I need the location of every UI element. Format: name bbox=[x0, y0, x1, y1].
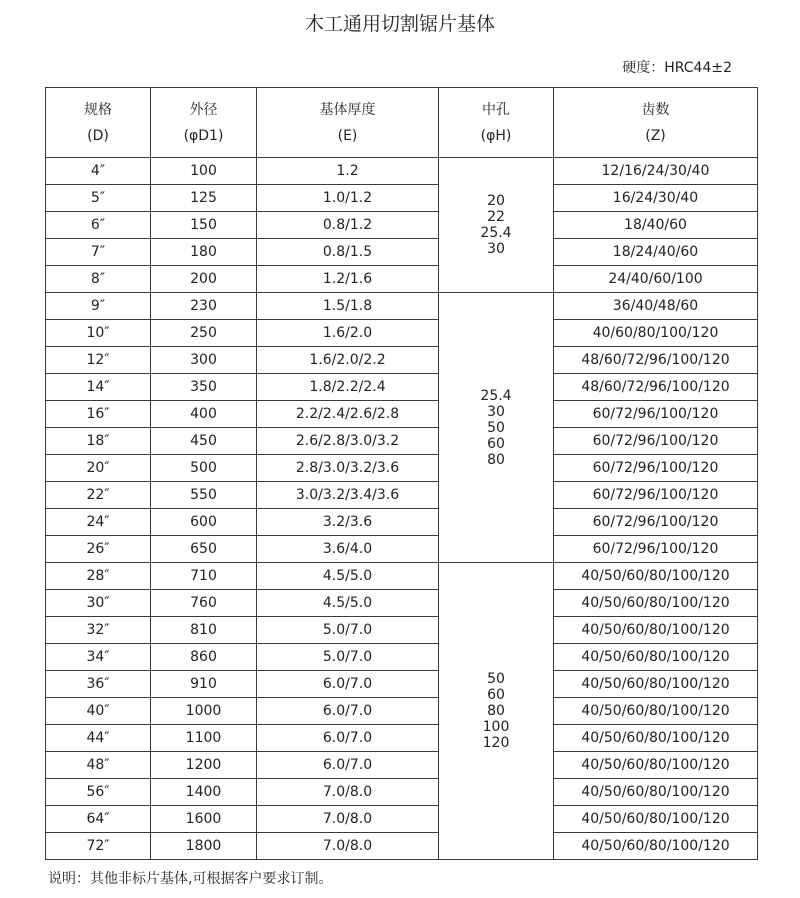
cell-thickness: 3.6/4.0 bbox=[257, 536, 439, 563]
header-size-label: 规格 bbox=[84, 101, 112, 118]
center-hole-value: 50 bbox=[487, 671, 505, 687]
header-thickness-label: 基体厚度 bbox=[319, 101, 376, 118]
cell-size: 10″ bbox=[46, 320, 151, 347]
cell-teeth: 40/50/60/80/100/120 bbox=[554, 617, 758, 644]
cell-outer-diameter: 810 bbox=[151, 617, 257, 644]
cell-teeth: 48/60/72/96/100/120 bbox=[554, 347, 758, 374]
cell-size: 40″ bbox=[46, 698, 151, 725]
cell-teeth: 40/50/60/80/100/120 bbox=[554, 671, 758, 698]
cell-size: 28″ bbox=[46, 563, 151, 590]
cell-outer-diameter: 550 bbox=[151, 482, 257, 509]
table-row bbox=[46, 617, 758, 644]
cell-thickness: 7.0/8.0 bbox=[257, 806, 439, 833]
table-row bbox=[46, 347, 758, 374]
cell-thickness: 2.2/2.4/2.6/2.8 bbox=[257, 401, 439, 428]
cell-outer-diameter: 450 bbox=[151, 428, 257, 455]
table-body bbox=[46, 158, 758, 860]
table-row bbox=[46, 185, 758, 212]
table-row bbox=[46, 833, 758, 860]
center-hole-value: 25.4 bbox=[480, 225, 512, 241]
cell-outer-diameter: 1400 bbox=[151, 779, 257, 806]
cell-teeth: 40/50/60/80/100/120 bbox=[554, 779, 758, 806]
header-outer-diameter-label: 外径 bbox=[189, 101, 218, 118]
table-row bbox=[46, 266, 758, 293]
cell-thickness: 1.0/1.2 bbox=[257, 185, 439, 212]
cell-outer-diameter: 600 bbox=[151, 509, 257, 536]
hardness-spec: 硬度：HRC44±2 bbox=[622, 60, 732, 76]
cell-outer-diameter: 1600 bbox=[151, 806, 257, 833]
center-hole-value: 25.4 bbox=[480, 387, 512, 404]
table-row bbox=[46, 806, 758, 833]
cell-thickness: 3.0/3.2/3.4/3.6 bbox=[257, 482, 439, 509]
table-row bbox=[46, 428, 758, 455]
table-row bbox=[46, 212, 758, 239]
cell-outer-diameter: 760 bbox=[151, 590, 257, 617]
table-row bbox=[46, 752, 758, 779]
page-title: 木工通用切割锯片基体 bbox=[304, 13, 495, 35]
table-row bbox=[46, 698, 758, 725]
cell-thickness: 1.5/1.8 bbox=[257, 293, 439, 320]
cell-thickness: 5.0/7.0 bbox=[257, 617, 439, 644]
cell-thickness: 1.6/2.0/2.2 bbox=[257, 347, 439, 374]
cell-teeth: 36/40/48/60 bbox=[554, 293, 758, 320]
cell-teeth: 40/50/60/80/100/120 bbox=[554, 725, 758, 752]
cell-thickness: 2.8/3.0/3.2/3.6 bbox=[257, 455, 439, 482]
table-header-row bbox=[46, 88, 758, 158]
cell-outer-diameter: 1800 bbox=[151, 833, 257, 860]
cell-size: 36″ bbox=[46, 671, 151, 698]
cell-size: 24″ bbox=[46, 509, 151, 536]
header-outer-diameter bbox=[151, 88, 257, 158]
header-teeth-label: 齿数 bbox=[641, 101, 670, 118]
cell-teeth: 40/60/80/100/120 bbox=[554, 320, 758, 347]
table-row bbox=[46, 401, 758, 428]
center-hole-value: 60 bbox=[487, 687, 505, 703]
cell-outer-diameter: 650 bbox=[151, 536, 257, 563]
header-teeth bbox=[554, 88, 758, 158]
cell-size: 20″ bbox=[46, 455, 151, 482]
cell-size: 72″ bbox=[46, 833, 151, 860]
cell-thickness: 6.0/7.0 bbox=[257, 752, 439, 779]
header-center-hole bbox=[439, 88, 554, 158]
cell-thickness: 1.6/2.0 bbox=[257, 320, 439, 347]
center-hole-value: 80 bbox=[487, 703, 505, 719]
cell-outer-diameter: 100 bbox=[151, 158, 257, 185]
cell-teeth: 12/16/24/30/40 bbox=[554, 158, 758, 185]
header-size-symbol: (D) bbox=[87, 127, 109, 144]
cell-outer-diameter: 125 bbox=[151, 185, 257, 212]
cell-thickness: 6.0/7.0 bbox=[257, 671, 439, 698]
center-hole-value: 120 bbox=[482, 735, 510, 751]
cell-teeth: 18/40/60 bbox=[554, 212, 758, 239]
header-outer-diameter-symbol: (φD1) bbox=[183, 127, 224, 144]
table-row bbox=[46, 482, 758, 509]
cell-thickness: 1.8/2.2/2.4 bbox=[257, 374, 439, 401]
cell-thickness: 4.5/5.0 bbox=[257, 563, 439, 590]
cell-outer-diameter: 860 bbox=[151, 644, 257, 671]
center-hole-value: 80 bbox=[487, 451, 505, 468]
center-hole-value: 22 bbox=[487, 209, 505, 225]
cell-size: 30″ bbox=[46, 590, 151, 617]
cell-size: 16″ bbox=[46, 401, 151, 428]
header-thickness bbox=[257, 88, 439, 158]
cell-thickness: 0.8/1.5 bbox=[257, 239, 439, 266]
cell-teeth: 40/50/60/80/100/120 bbox=[554, 563, 758, 590]
table-row bbox=[46, 536, 758, 563]
cell-teeth: 40/50/60/80/100/120 bbox=[554, 806, 758, 833]
cell-outer-diameter: 200 bbox=[151, 266, 257, 293]
spec-table bbox=[45, 87, 758, 860]
cell-size: 22″ bbox=[46, 482, 151, 509]
cell-teeth: 60/72/96/100/120 bbox=[554, 428, 758, 455]
cell-teeth: 60/72/96/100/120 bbox=[554, 401, 758, 428]
table-row bbox=[46, 725, 758, 752]
footnote: 说明：其他非标片基体,可根据客户要求订制。 bbox=[48, 871, 333, 887]
center-hole-value: 50 bbox=[487, 419, 505, 436]
cell-thickness: 5.0/7.0 bbox=[257, 644, 439, 671]
cell-thickness: 2.6/2.8/3.0/3.2 bbox=[257, 428, 439, 455]
cell-teeth: 40/50/60/80/100/120 bbox=[554, 833, 758, 860]
center-hole-value: 60 bbox=[487, 435, 505, 452]
cell-teeth: 16/24/30/40 bbox=[554, 185, 758, 212]
table-row bbox=[46, 644, 758, 671]
cell-thickness: 0.8/1.2 bbox=[257, 212, 439, 239]
cell-outer-diameter: 250 bbox=[151, 320, 257, 347]
table-row bbox=[46, 509, 758, 536]
cell-thickness: 7.0/8.0 bbox=[257, 833, 439, 860]
center-hole-value: 30 bbox=[487, 403, 505, 420]
cell-outer-diameter: 1200 bbox=[151, 752, 257, 779]
cell-center-hole-group bbox=[439, 158, 554, 293]
cell-thickness: 6.0/7.0 bbox=[257, 725, 439, 752]
cell-size: 14″ bbox=[46, 374, 151, 401]
cell-size: 5″ bbox=[46, 185, 151, 212]
cell-outer-diameter: 300 bbox=[151, 347, 257, 374]
cell-size: 7″ bbox=[46, 239, 151, 266]
cell-teeth: 40/50/60/80/100/120 bbox=[554, 752, 758, 779]
cell-outer-diameter: 1100 bbox=[151, 725, 257, 752]
cell-size: 4″ bbox=[46, 158, 151, 185]
table-row bbox=[46, 320, 758, 347]
cell-outer-diameter: 350 bbox=[151, 374, 257, 401]
cell-size: 26″ bbox=[46, 536, 151, 563]
cell-size: 6″ bbox=[46, 212, 151, 239]
cell-outer-diameter: 400 bbox=[151, 401, 257, 428]
cell-center-hole-group bbox=[439, 563, 554, 860]
cell-outer-diameter: 150 bbox=[151, 212, 257, 239]
cell-teeth: 40/50/60/80/100/120 bbox=[554, 698, 758, 725]
cell-teeth: 60/72/96/100/120 bbox=[554, 482, 758, 509]
table-row bbox=[46, 293, 758, 320]
cell-teeth: 60/72/96/100/120 bbox=[554, 455, 758, 482]
cell-outer-diameter: 910 bbox=[151, 671, 257, 698]
cell-teeth: 40/50/60/80/100/120 bbox=[554, 590, 758, 617]
table-row bbox=[46, 374, 758, 401]
header-size bbox=[46, 88, 151, 158]
center-hole-value: 20 bbox=[487, 193, 505, 209]
header-center-hole-label: 中孔 bbox=[482, 101, 510, 118]
table-row bbox=[46, 455, 758, 482]
cell-teeth: 60/72/96/100/120 bbox=[554, 536, 758, 563]
cell-thickness: 1.2/1.6 bbox=[257, 266, 439, 293]
header-teeth-symbol: (Z) bbox=[645, 127, 666, 144]
header-thickness-symbol: (E) bbox=[337, 127, 358, 144]
cell-thickness: 6.0/7.0 bbox=[257, 698, 439, 725]
cell-outer-diameter: 500 bbox=[151, 455, 257, 482]
cell-teeth: 24/40/60/100 bbox=[554, 266, 758, 293]
cell-size: 32″ bbox=[46, 617, 151, 644]
cell-thickness: 7.0/8.0 bbox=[257, 779, 439, 806]
center-hole-value: 100 bbox=[482, 719, 510, 735]
table-row bbox=[46, 779, 758, 806]
cell-size: 64″ bbox=[46, 806, 151, 833]
cell-outer-diameter: 1000 bbox=[151, 698, 257, 725]
cell-size: 34″ bbox=[46, 644, 151, 671]
cell-teeth: 60/72/96/100/120 bbox=[554, 509, 758, 536]
header-center-hole-symbol: (φH) bbox=[480, 127, 512, 144]
table-row bbox=[46, 590, 758, 617]
table-row bbox=[46, 158, 758, 185]
center-hole-value: 30 bbox=[487, 241, 505, 257]
cell-size: 18″ bbox=[46, 428, 151, 455]
cell-thickness: 3.2/3.6 bbox=[257, 509, 439, 536]
cell-center-hole-group bbox=[439, 293, 554, 563]
cell-size: 8″ bbox=[46, 266, 151, 293]
cell-thickness: 1.2 bbox=[257, 158, 439, 185]
cell-outer-diameter: 230 bbox=[151, 293, 257, 320]
cell-size: 48″ bbox=[46, 752, 151, 779]
cell-thickness: 4.5/5.0 bbox=[257, 590, 439, 617]
cell-size: 44″ bbox=[46, 725, 151, 752]
cell-size: 12″ bbox=[46, 347, 151, 374]
table-row bbox=[46, 239, 758, 266]
cell-size: 56″ bbox=[46, 779, 151, 806]
cell-outer-diameter: 180 bbox=[151, 239, 257, 266]
cell-teeth: 18/24/40/60 bbox=[554, 239, 758, 266]
cell-teeth: 48/60/72/96/100/120 bbox=[554, 374, 758, 401]
cell-size: 9″ bbox=[46, 293, 151, 320]
cell-outer-diameter: 710 bbox=[151, 563, 257, 590]
table-row bbox=[46, 671, 758, 698]
cell-teeth: 40/50/60/80/100/120 bbox=[554, 644, 758, 671]
table-row bbox=[46, 563, 758, 590]
